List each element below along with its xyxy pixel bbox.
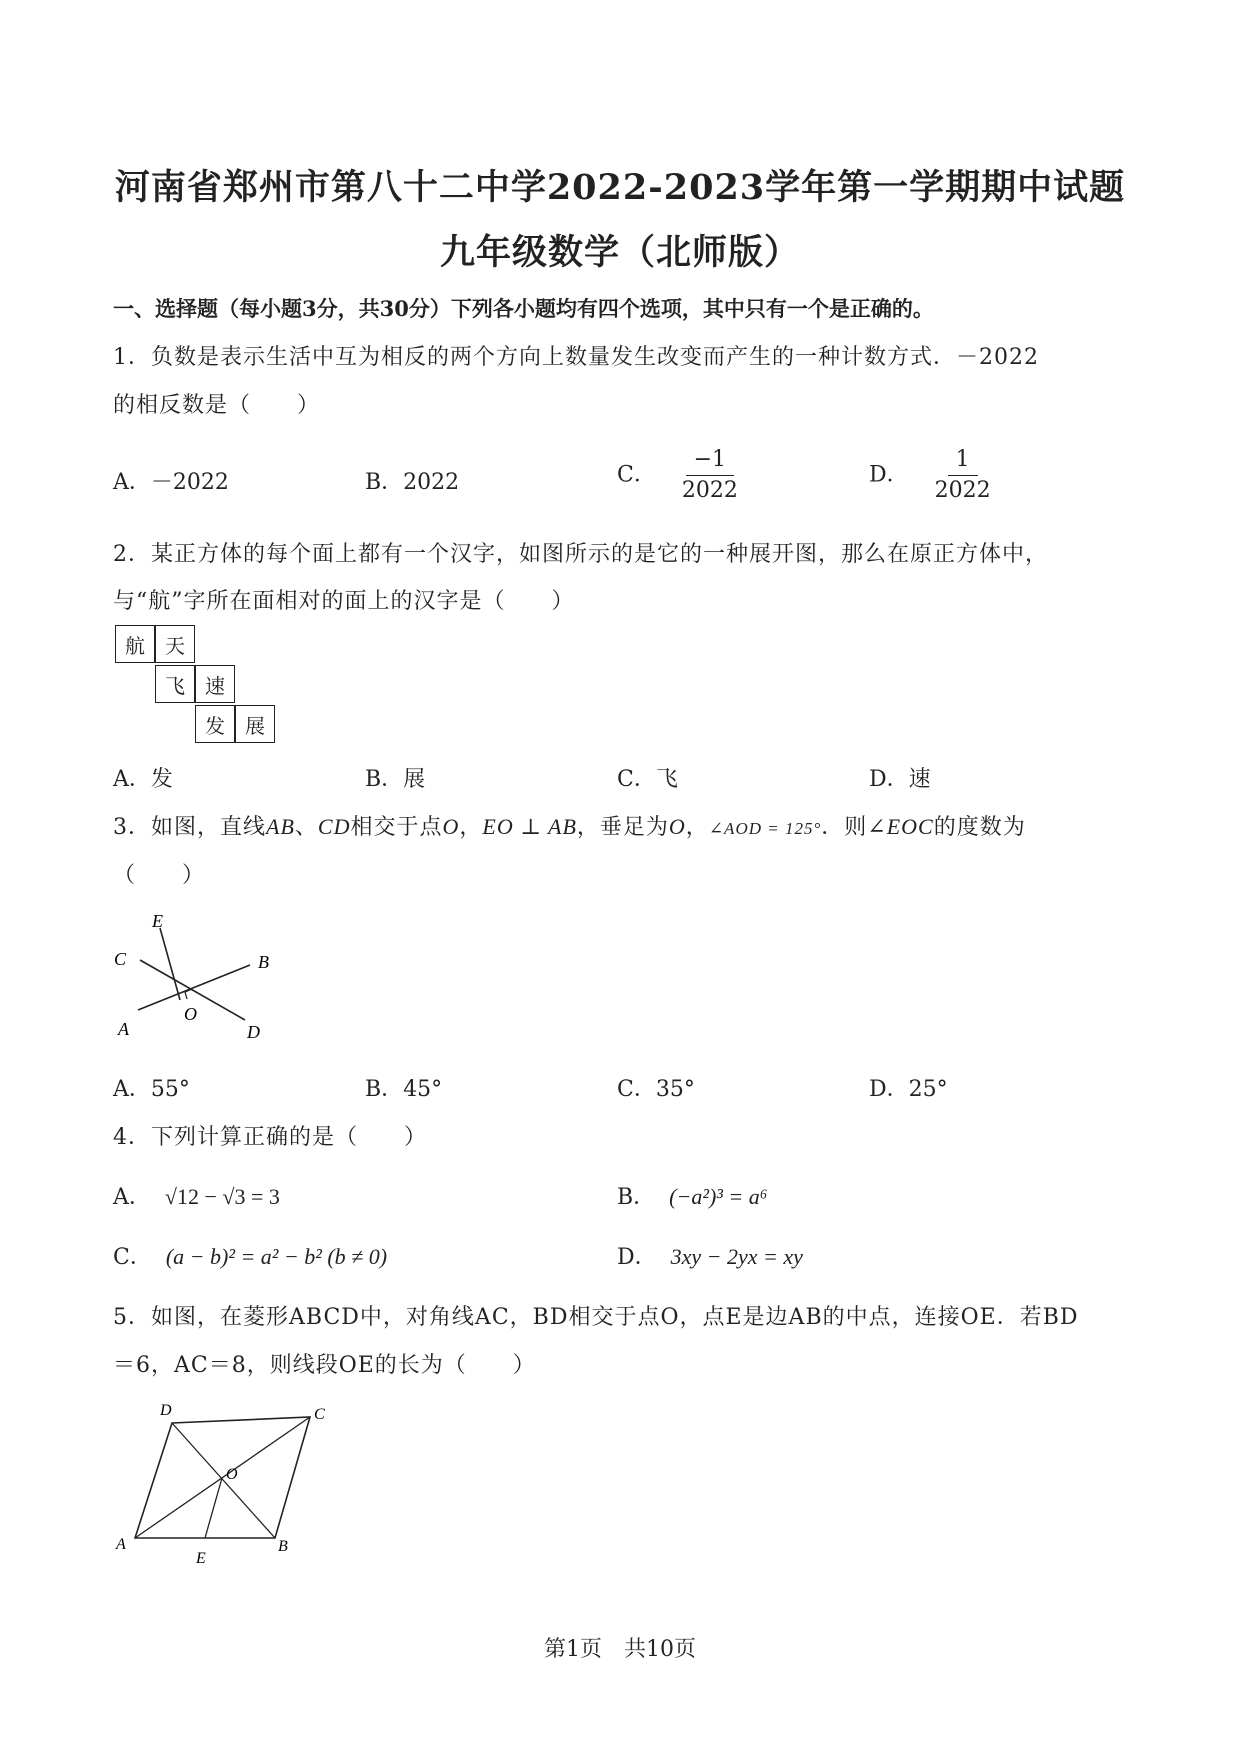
q3-text-b: 相交于点 bbox=[350, 815, 443, 840]
q2-option-a: A．发 bbox=[113, 767, 173, 792]
net-cell: 速 bbox=[195, 665, 235, 703]
q3-figure bbox=[100, 905, 300, 1045]
q1-line2: 的相反数是（ ） bbox=[113, 393, 321, 418]
q3-cd: CD bbox=[317, 814, 351, 839]
q2-option-c: C．飞 bbox=[617, 767, 678, 792]
label-a: A bbox=[118, 1019, 129, 1039]
q5-line1: 5．如图，在菱形ABCD中，对角线AC，BD相交于点O，点E是边AB的中点，连接OE．若BD bbox=[113, 1305, 1079, 1330]
q3-text-d: ．则 bbox=[821, 815, 868, 840]
q3-line2: （ ） bbox=[113, 863, 206, 888]
q1-option-a: A．－2022 bbox=[113, 470, 229, 495]
q4-option-d bbox=[617, 1240, 803, 1271]
q3-o: O bbox=[442, 814, 460, 839]
q3-sep: 、 bbox=[294, 815, 318, 840]
q1-c-fraction bbox=[674, 448, 746, 503]
q3-option-b: B．45° bbox=[365, 1077, 443, 1102]
q1-d-label: D． bbox=[869, 462, 909, 488]
label-a: A bbox=[116, 1536, 126, 1553]
q2-line2: 与“航”字所在面相对的面上的汉字是（ ） bbox=[113, 589, 575, 614]
q3-text-a: 3．如图，直线 bbox=[113, 815, 266, 840]
q2-option-d: D．速 bbox=[869, 767, 931, 792]
exam-subtitle: 九年级数学（北师版） bbox=[439, 232, 800, 273]
q4-option-c bbox=[113, 1240, 387, 1271]
q3-o2: O bbox=[668, 814, 686, 839]
diagonal-ac bbox=[135, 1417, 310, 1538]
q5-line2: ＝6，AC＝8，则线段OE的长为（ ） bbox=[113, 1353, 536, 1378]
q3-comma: ， bbox=[459, 815, 483, 840]
q1-c-label: C． bbox=[617, 462, 656, 488]
label-c: C bbox=[114, 949, 127, 969]
q3-option-c: C．35° bbox=[617, 1077, 695, 1102]
label-e: E bbox=[196, 1550, 206, 1567]
net-cell: 展 bbox=[235, 705, 275, 743]
q1-line1: 1．负数是表示生活中互为相反的两个方向上数量发生改变而产生的一种计数方式．－2022 bbox=[113, 345, 1039, 370]
section-heading: 一、选择题（每小题3分，共30分）下列各小题均有四个选项，其中只有一个是正确的。 bbox=[113, 296, 934, 321]
label-d: D bbox=[247, 1022, 260, 1042]
q1-c-numerator: −1 bbox=[686, 448, 734, 476]
q5-rhombus-figure bbox=[110, 1395, 350, 1570]
diagonal-bd bbox=[172, 1423, 275, 1538]
q3-option-d: D．25° bbox=[869, 1077, 948, 1102]
label-d: D bbox=[160, 1402, 172, 1419]
q2-line1: 2．某正方体的每个面上都有一个汉字，如图所示的是它的一种展开图，那么在原正方体中， bbox=[113, 542, 1049, 567]
label-o: O bbox=[226, 1466, 238, 1483]
net-cell: 发 bbox=[195, 705, 235, 743]
q3-ab: AB bbox=[266, 814, 295, 839]
ray-oe bbox=[160, 928, 180, 1000]
q4-stem: 4．下列计算正确的是（ ） bbox=[113, 1125, 427, 1150]
q1-option-d bbox=[869, 448, 999, 503]
q4-a-expression: √12 − √3 = 3 bbox=[164, 1184, 280, 1209]
q3-text-e: 的度数为 bbox=[933, 815, 1026, 840]
q1-option-c bbox=[617, 448, 746, 503]
q4-c-label: C． bbox=[113, 1245, 152, 1270]
q4-option-a bbox=[113, 1180, 280, 1211]
exam-title: 河南省郑州市第八十二中学2022-2023学年第一学期期中试题 bbox=[114, 167, 1126, 208]
q3-eo-perp-ab: EO ⊥ AB bbox=[482, 814, 577, 839]
label-c: C bbox=[314, 1406, 325, 1423]
q3-line1 bbox=[113, 810, 1026, 841]
net-cell: 飞 bbox=[155, 665, 195, 703]
q1-d-fraction bbox=[927, 448, 999, 503]
q1-option-b: B．2022 bbox=[365, 470, 460, 495]
q4-d-expression: 3xy − 2yx = xy bbox=[670, 1244, 803, 1269]
label-b: B bbox=[278, 1538, 288, 1555]
label-o: O bbox=[184, 1004, 197, 1024]
q3-angle-eoc: ∠EOC bbox=[867, 814, 934, 839]
q3-text-c: ，垂足为 bbox=[576, 815, 669, 840]
q4-d-label: D． bbox=[617, 1245, 657, 1270]
q3-angle-aod: ∠AOD = 125° bbox=[708, 819, 822, 838]
label-e: E bbox=[152, 911, 163, 931]
q1-d-denominator: 2022 bbox=[934, 478, 991, 504]
net-cell: 航 bbox=[115, 625, 155, 663]
q4-option-b bbox=[617, 1180, 767, 1211]
q2-option-b: B．展 bbox=[365, 767, 426, 792]
q3-comma2: ， bbox=[685, 815, 709, 840]
segment-oe bbox=[205, 1478, 222, 1538]
q4-a-label: A． bbox=[113, 1185, 151, 1210]
q3-option-a: A．55° bbox=[113, 1077, 190, 1102]
q4-c-expression: (a − b)² = a² − b² (b ≠ 0) bbox=[165, 1244, 388, 1269]
net-cell: 天 bbox=[155, 625, 195, 663]
q4-b-expression: (−a²)³ = a⁶ bbox=[669, 1184, 768, 1209]
page-footer: 第1页 共10页 bbox=[544, 1637, 696, 1662]
q1-d-numerator: 1 bbox=[948, 448, 978, 476]
q4-b-label: B． bbox=[617, 1185, 656, 1210]
q1-c-denominator: 2022 bbox=[681, 478, 738, 504]
label-b: B bbox=[258, 952, 269, 972]
